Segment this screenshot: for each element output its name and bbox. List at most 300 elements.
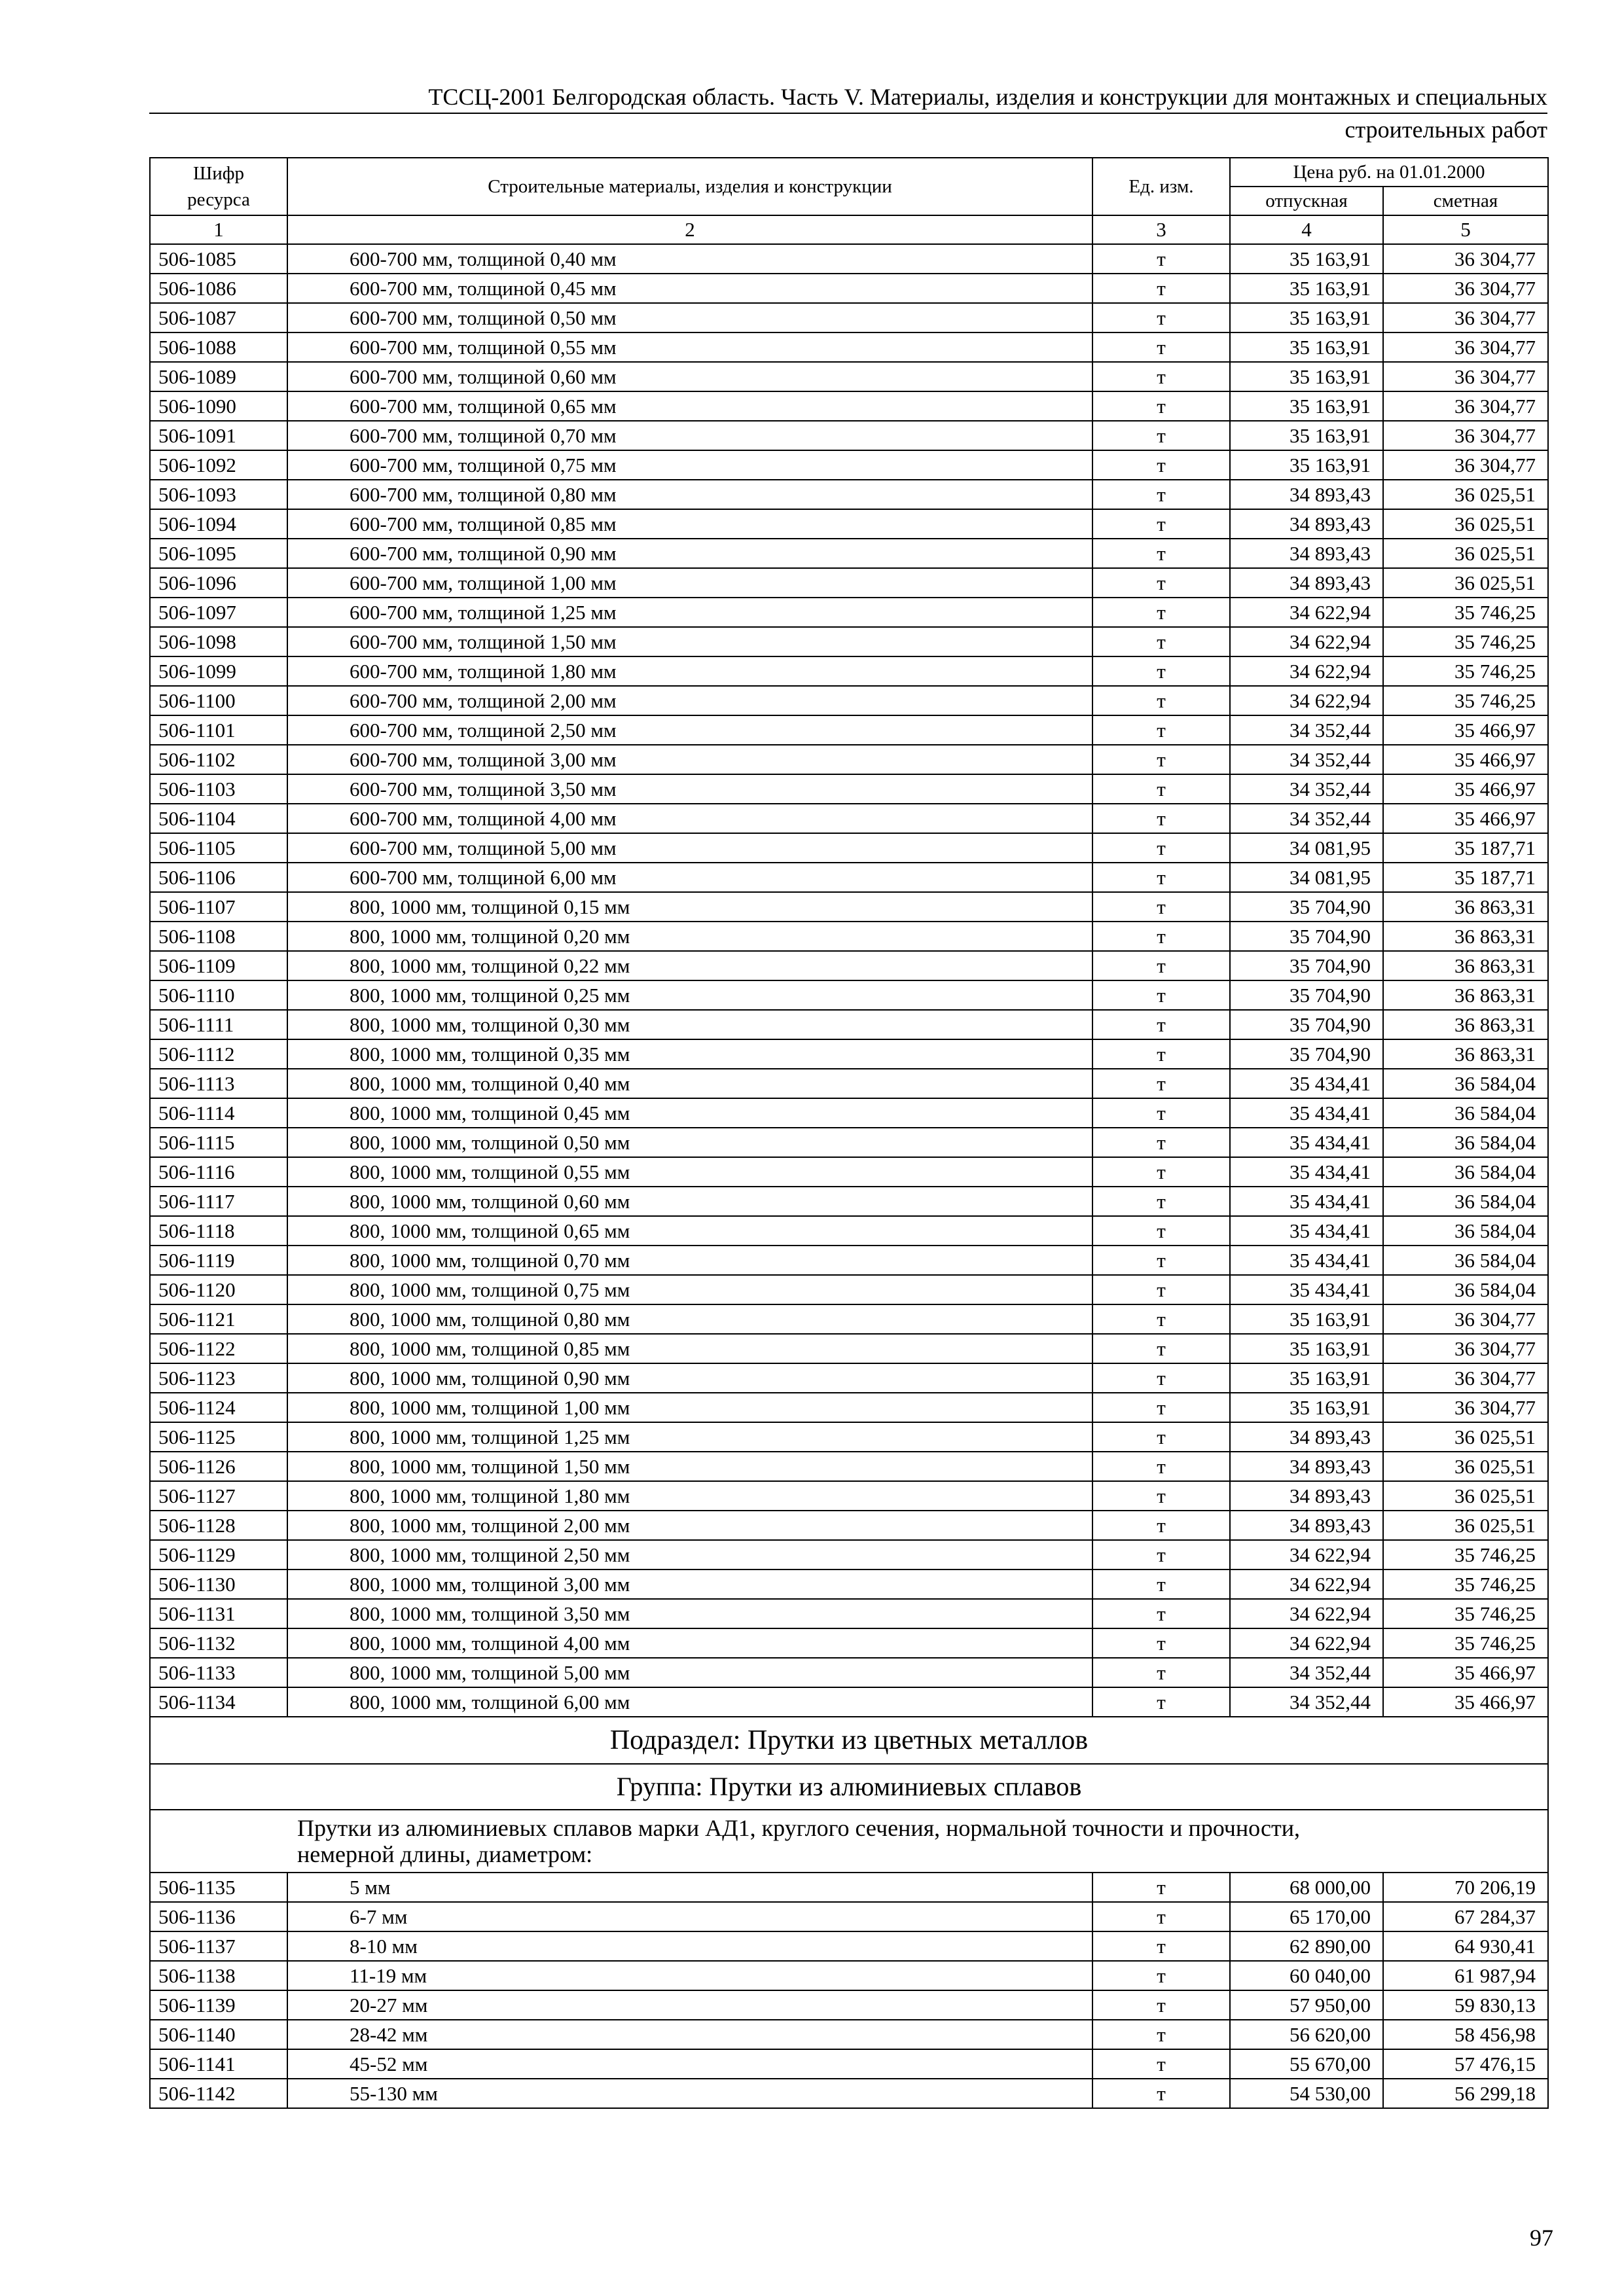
unit-cell: т xyxy=(1092,1570,1230,1599)
material-name: 600-700 мм, толщиной 0,75 мм xyxy=(287,450,1092,480)
table-row xyxy=(150,1216,1548,1246)
release-price: 34 622,94 xyxy=(1230,598,1383,627)
release-price: 35 434,41 xyxy=(1230,1246,1383,1275)
header-title: ТССЦ-2001 Белгородская область. Часть V. Материалы, изделия и конструкции для монтажных и специальных xyxy=(428,84,1547,110)
resource-code: 506-1128 xyxy=(150,1511,287,1540)
resource-code: 506-1106 xyxy=(150,863,287,892)
estimate-price: 36 304,77 xyxy=(1383,244,1548,274)
release-price: 35 434,41 xyxy=(1230,1069,1383,1098)
release-price: 62 890,00 xyxy=(1230,1931,1383,1961)
material-name: 55-130 мм xyxy=(287,2079,1092,2108)
estimate-price: 36 025,51 xyxy=(1383,1452,1548,1481)
unit-cell: т xyxy=(1092,274,1230,303)
unit-cell: т xyxy=(1092,1422,1230,1452)
header-name: Строительные материалы, изделия и конструкции xyxy=(287,158,1092,215)
table-row xyxy=(150,244,1548,274)
unit-cell: т xyxy=(1092,1873,1230,1902)
material-name: 800, 1000 мм, толщиной 0,85 мм xyxy=(287,1334,1092,1363)
unit-cell: т xyxy=(1092,627,1230,656)
material-name: 600-700 мм, толщиной 4,00 мм xyxy=(287,804,1092,833)
unit-cell: т xyxy=(1092,1187,1230,1216)
release-price: 35 163,91 xyxy=(1230,362,1383,391)
release-price: 35 163,91 xyxy=(1230,332,1383,362)
estimate-price: 61 987,94 xyxy=(1383,1961,1548,1990)
unit-cell: т xyxy=(1092,715,1230,745)
estimate-price: 36 863,31 xyxy=(1383,1039,1548,1069)
estimate-price: 36 584,04 xyxy=(1383,1246,1548,1275)
column-number-row xyxy=(150,215,1548,244)
estimate-price: 36 025,51 xyxy=(1383,1422,1548,1452)
release-price: 35 434,41 xyxy=(1230,1187,1383,1216)
table-row xyxy=(150,274,1548,303)
release-price: 35 704,90 xyxy=(1230,951,1383,980)
resource-code: 506-1118 xyxy=(150,1216,287,1246)
table-row xyxy=(150,922,1548,951)
estimate-price: 35 466,97 xyxy=(1383,1658,1548,1687)
unit-cell: т xyxy=(1092,480,1230,509)
estimate-price: 35 466,97 xyxy=(1383,804,1548,833)
table-row xyxy=(150,2020,1548,2049)
resource-code: 506-1131 xyxy=(150,1599,287,1628)
table-row xyxy=(150,1363,1548,1393)
unit-cell: т xyxy=(1092,1628,1230,1658)
resource-code: 506-1095 xyxy=(150,539,287,568)
material-name: 800, 1000 мм, толщиной 1,50 мм xyxy=(287,1452,1092,1481)
material-name: 800, 1000 мм, толщиной 0,70 мм xyxy=(287,1246,1092,1275)
material-name: 600-700 мм, толщиной 0,90 мм xyxy=(287,539,1092,568)
unit-cell: т xyxy=(1092,1246,1230,1275)
material-name: 800, 1000 мм, толщиной 0,35 мм xyxy=(287,1039,1092,1069)
table-row xyxy=(150,2049,1548,2079)
unit-cell: т xyxy=(1092,1599,1230,1628)
table-row xyxy=(150,332,1548,362)
release-price: 34 352,44 xyxy=(1230,774,1383,804)
release-price: 34 352,44 xyxy=(1230,1658,1383,1687)
estimate-price: 35 746,25 xyxy=(1383,1628,1548,1658)
unit-cell: т xyxy=(1092,1275,1230,1304)
unit-cell: т xyxy=(1092,1481,1230,1511)
release-price: 34 893,43 xyxy=(1230,539,1383,568)
material-name: 800, 1000 мм, толщиной 2,50 мм xyxy=(287,1540,1092,1570)
resource-code: 506-1090 xyxy=(150,391,287,421)
table-row xyxy=(150,1990,1548,2020)
table-row xyxy=(150,1187,1548,1216)
material-name: 600-700 мм, толщиной 0,50 мм xyxy=(287,303,1092,332)
resource-code: 506-1109 xyxy=(150,951,287,980)
material-name: 800, 1000 мм, толщиной 0,15 мм xyxy=(287,892,1092,922)
estimate-price: 64 930,41 xyxy=(1383,1931,1548,1961)
estimate-price: 36 584,04 xyxy=(1383,1275,1548,1304)
estimate-price: 36 584,04 xyxy=(1383,1216,1548,1246)
unit-cell: т xyxy=(1092,804,1230,833)
estimate-price: 36 025,51 xyxy=(1383,1511,1548,1540)
table-row xyxy=(150,362,1548,391)
material-name: 45-52 мм xyxy=(287,2049,1092,2079)
unit-cell: т xyxy=(1092,745,1230,774)
resource-code: 506-1140 xyxy=(150,2020,287,2049)
header-unit-label: Ед. изм. xyxy=(1128,176,1194,197)
resource-code: 506-1137 xyxy=(150,1931,287,1961)
unit-cell: т xyxy=(1092,450,1230,480)
unit-cell: т xyxy=(1092,1687,1230,1717)
subsection-row xyxy=(150,1717,1548,1764)
estimate-price: 36 025,51 xyxy=(1383,568,1548,598)
resource-code: 506-1135 xyxy=(150,1873,287,1902)
unit-cell: т xyxy=(1092,1931,1230,1961)
resource-code: 506-1097 xyxy=(150,598,287,627)
unit-cell: т xyxy=(1092,421,1230,450)
unit-cell: т xyxy=(1092,1098,1230,1128)
page-header xyxy=(149,82,1547,144)
resource-code: 506-1123 xyxy=(150,1363,287,1393)
release-price: 34 081,95 xyxy=(1230,833,1383,863)
resource-code: 506-1134 xyxy=(150,1687,287,1717)
group-description xyxy=(150,1810,1548,1873)
release-price: 34 622,94 xyxy=(1230,656,1383,686)
release-price: 34 352,44 xyxy=(1230,715,1383,745)
material-name: 600-700 мм, толщиной 3,50 мм xyxy=(287,774,1092,804)
resource-code: 506-1085 xyxy=(150,244,287,274)
table-row xyxy=(150,509,1548,539)
table-row xyxy=(150,1393,1548,1422)
unit-cell: т xyxy=(1092,980,1230,1010)
material-name: 28-42 мм xyxy=(287,2020,1092,2049)
table-row xyxy=(150,804,1548,833)
resource-code: 506-1129 xyxy=(150,1540,287,1570)
release-price: 35 163,91 xyxy=(1230,1393,1383,1422)
release-price: 35 434,41 xyxy=(1230,1275,1383,1304)
release-price: 34 081,95 xyxy=(1230,863,1383,892)
estimate-price: 36 304,77 xyxy=(1383,274,1548,303)
release-price: 65 170,00 xyxy=(1230,1902,1383,1931)
material-name: 800, 1000 мм, толщиной 0,22 мм xyxy=(287,951,1092,980)
release-price: 34 893,43 xyxy=(1230,1511,1383,1540)
release-price: 34 622,94 xyxy=(1230,627,1383,656)
resource-code: 506-1133 xyxy=(150,1658,287,1687)
table-row xyxy=(150,1873,1548,1902)
group-row xyxy=(150,1764,1548,1810)
rows-rods xyxy=(150,1873,1548,2108)
table-row xyxy=(150,1628,1548,1658)
estimate-price: 67 284,37 xyxy=(1383,1902,1548,1931)
release-price: 34 893,43 xyxy=(1230,1452,1383,1481)
table-row xyxy=(150,568,1548,598)
material-name: 800, 1000 мм, толщиной 0,75 мм xyxy=(287,1275,1092,1304)
table-row xyxy=(150,539,1548,568)
resource-code: 506-1138 xyxy=(150,1961,287,1990)
estimate-price: 36 304,77 xyxy=(1383,1393,1548,1422)
table-row xyxy=(150,1570,1548,1599)
estimate-price: 58 456,98 xyxy=(1383,2020,1548,2049)
release-price: 35 163,91 xyxy=(1230,450,1383,480)
subsection-title: Подраздел: Прутки из цветных металлов xyxy=(150,1717,1548,1764)
resource-code: 506-1094 xyxy=(150,509,287,539)
material-name: 800, 1000 мм, толщиной 0,40 мм xyxy=(287,1069,1092,1098)
table-row xyxy=(150,1599,1548,1628)
resource-code: 506-1124 xyxy=(150,1393,287,1422)
estimate-price: 35 466,97 xyxy=(1383,1687,1548,1717)
estimate-price: 36 304,77 xyxy=(1383,1363,1548,1393)
material-name: 600-700 мм, толщиной 2,00 мм xyxy=(287,686,1092,715)
resource-code: 506-1093 xyxy=(150,480,287,509)
table-row xyxy=(150,774,1548,804)
estimate-price: 36 863,31 xyxy=(1383,922,1548,951)
unit-cell: т xyxy=(1092,2079,1230,2108)
unit-cell: т xyxy=(1092,1540,1230,1570)
resource-code: 506-1122 xyxy=(150,1334,287,1363)
unit-cell: т xyxy=(1092,2049,1230,2079)
material-name: 600-700 мм, толщиной 0,85 мм xyxy=(287,509,1092,539)
unit-cell: т xyxy=(1092,951,1230,980)
table-row xyxy=(150,951,1548,980)
unit-cell: т xyxy=(1092,1216,1230,1246)
material-name: 600-700 мм, толщиной 1,25 мм xyxy=(287,598,1092,627)
estimate-price: 35 746,25 xyxy=(1383,1599,1548,1628)
estimate-price: 35 746,25 xyxy=(1383,656,1548,686)
estimate-price: 36 584,04 xyxy=(1383,1098,1548,1128)
table-row xyxy=(150,480,1548,509)
unit-cell: т xyxy=(1092,1304,1230,1334)
estimate-price: 35 466,97 xyxy=(1383,715,1548,745)
unit-cell: т xyxy=(1092,2020,1230,2049)
table-row xyxy=(150,1039,1548,1069)
release-price: 35 704,90 xyxy=(1230,980,1383,1010)
material-name: 600-700 мм, толщиной 6,00 мм xyxy=(287,863,1092,892)
resource-code: 506-1104 xyxy=(150,804,287,833)
material-name: 800, 1000 мм, толщиной 0,65 мм xyxy=(287,1216,1092,1246)
unit-cell: т xyxy=(1092,1010,1230,1039)
release-price: 34 622,94 xyxy=(1230,686,1383,715)
release-price: 54 530,00 xyxy=(1230,2079,1383,2108)
release-price: 34 352,44 xyxy=(1230,745,1383,774)
material-name: 20-27 мм xyxy=(287,1990,1092,2020)
release-price: 35 434,41 xyxy=(1230,1157,1383,1187)
header-price-release: отпускная xyxy=(1230,187,1383,215)
unit-cell: т xyxy=(1092,303,1230,332)
column-number: 3 xyxy=(1092,215,1230,244)
estimate-price: 56 299,18 xyxy=(1383,2079,1548,2108)
release-price: 35 434,41 xyxy=(1230,1216,1383,1246)
resource-code: 506-1130 xyxy=(150,1570,287,1599)
resource-code: 506-1117 xyxy=(150,1187,287,1216)
resource-code: 506-1111 xyxy=(150,1010,287,1039)
material-name: 800, 1000 мм, толщиной 0,20 мм xyxy=(287,922,1092,951)
estimate-price: 35 746,25 xyxy=(1383,1540,1548,1570)
material-name: 800, 1000 мм, толщиной 0,45 мм xyxy=(287,1098,1092,1128)
resource-code: 506-1127 xyxy=(150,1481,287,1511)
release-price: 34 893,43 xyxy=(1230,1422,1383,1452)
material-name: 800, 1000 мм, толщиной 2,00 мм xyxy=(287,1511,1092,1540)
resource-code: 506-1105 xyxy=(150,833,287,863)
estimate-price: 57 476,15 xyxy=(1383,2049,1548,2079)
table-row xyxy=(150,686,1548,715)
column-number: 1 xyxy=(150,215,287,244)
material-name: 600-700 мм, толщиной 0,60 мм xyxy=(287,362,1092,391)
unit-cell: т xyxy=(1092,1961,1230,1990)
estimate-price: 36 304,77 xyxy=(1383,362,1548,391)
material-name: 600-700 мм, толщиной 0,80 мм xyxy=(287,480,1092,509)
table-row xyxy=(150,1246,1548,1275)
table-row xyxy=(150,1511,1548,1540)
unit-cell: т xyxy=(1092,1128,1230,1157)
material-name: 800, 1000 мм, толщиной 0,55 мм xyxy=(287,1157,1092,1187)
table-row xyxy=(150,863,1548,892)
estimate-price: 36 304,77 xyxy=(1383,450,1548,480)
material-name: 800, 1000 мм, толщиной 5,00 мм xyxy=(287,1658,1092,1687)
estimate-price: 36 304,77 xyxy=(1383,303,1548,332)
unit-cell: т xyxy=(1092,362,1230,391)
material-name: 800, 1000 мм, толщиной 1,80 мм xyxy=(287,1481,1092,1511)
table-row xyxy=(150,1452,1548,1481)
unit-cell: т xyxy=(1092,332,1230,362)
table-row xyxy=(150,627,1548,656)
material-name: 800, 1000 мм, толщиной 0,50 мм xyxy=(287,1128,1092,1157)
unit-cell: т xyxy=(1092,539,1230,568)
material-name: 11-19 мм xyxy=(287,1961,1092,1990)
table-row xyxy=(150,1157,1548,1187)
release-price: 35 434,41 xyxy=(1230,1128,1383,1157)
table-row xyxy=(150,1540,1548,1570)
table-row xyxy=(150,1931,1548,1961)
estimate-price: 35 466,97 xyxy=(1383,745,1548,774)
release-price: 35 434,41 xyxy=(1230,1098,1383,1128)
unit-cell: т xyxy=(1092,1511,1230,1540)
table-header-row xyxy=(150,158,1548,187)
release-price: 34 893,43 xyxy=(1230,480,1383,509)
release-price: 35 163,91 xyxy=(1230,303,1383,332)
resource-code: 506-1107 xyxy=(150,892,287,922)
header-code-label: Шифр ресурса xyxy=(187,163,250,210)
estimate-price: 36 025,51 xyxy=(1383,509,1548,539)
release-price: 34 622,94 xyxy=(1230,1599,1383,1628)
estimate-price: 35 187,71 xyxy=(1383,863,1548,892)
material-name: 800, 1000 мм, толщиной 0,30 мм xyxy=(287,1010,1092,1039)
estimate-price: 59 830,13 xyxy=(1383,1990,1548,2020)
release-price: 34 893,43 xyxy=(1230,568,1383,598)
resource-code: 506-1087 xyxy=(150,303,287,332)
unit-cell: т xyxy=(1092,1452,1230,1481)
material-name: 6-7 мм xyxy=(287,1902,1092,1931)
header-price-group: Цена руб. на 01.01.2000 xyxy=(1230,158,1548,187)
column-number: 5 xyxy=(1383,215,1548,244)
release-price: 34 893,43 xyxy=(1230,509,1383,539)
unit-cell: т xyxy=(1092,598,1230,627)
resource-code: 506-1136 xyxy=(150,1902,287,1931)
estimate-price: 36 584,04 xyxy=(1383,1128,1548,1157)
material-name: 800, 1000 мм, толщиной 3,50 мм xyxy=(287,1599,1092,1628)
header-unit xyxy=(1092,158,1230,215)
material-name: 600-700 мм, толщиной 0,65 мм xyxy=(287,391,1092,421)
unit-cell: т xyxy=(1092,1363,1230,1393)
unit-cell: т xyxy=(1092,833,1230,863)
material-name: 600-700 мм, толщиной 3,00 мм xyxy=(287,745,1092,774)
unit-cell: т xyxy=(1092,686,1230,715)
material-name: 600-700 мм, толщиной 1,50 мм xyxy=(287,627,1092,656)
material-name: 800, 1000 мм, толщиной 0,25 мм xyxy=(287,980,1092,1010)
estimate-price: 36 025,51 xyxy=(1383,480,1548,509)
material-name: 600-700 мм, толщиной 0,55 мм xyxy=(287,332,1092,362)
table-row xyxy=(150,980,1548,1010)
material-name: 600-700 мм, толщиной 2,50 мм xyxy=(287,715,1092,745)
estimate-price: 35 746,25 xyxy=(1383,686,1548,715)
estimate-price: 36 304,77 xyxy=(1383,391,1548,421)
unit-cell: т xyxy=(1092,892,1230,922)
unit-cell: т xyxy=(1092,863,1230,892)
table-row xyxy=(150,833,1548,863)
resource-code: 506-1113 xyxy=(150,1069,287,1098)
material-name: 600-700 мм, толщиной 1,80 мм xyxy=(287,656,1092,686)
unit-cell: т xyxy=(1092,1990,1230,2020)
material-name: 800, 1000 мм, толщиной 0,80 мм xyxy=(287,1304,1092,1334)
estimate-price: 36 304,77 xyxy=(1383,332,1548,362)
release-price: 35 163,91 xyxy=(1230,1334,1383,1363)
table-row xyxy=(150,715,1548,745)
estimate-price: 36 304,77 xyxy=(1383,1334,1548,1363)
release-price: 35 163,91 xyxy=(1230,1304,1383,1334)
unit-cell: т xyxy=(1092,1658,1230,1687)
release-price: 55 670,00 xyxy=(1230,2049,1383,2079)
group-description-row xyxy=(150,1810,1548,1873)
resource-code: 506-1115 xyxy=(150,1128,287,1157)
release-price: 56 620,00 xyxy=(1230,2020,1383,2049)
table-row xyxy=(150,1069,1548,1098)
unit-cell: т xyxy=(1092,391,1230,421)
table-row xyxy=(150,598,1548,627)
table-row xyxy=(150,1128,1548,1157)
table-row xyxy=(150,1275,1548,1304)
estimate-price: 35 187,71 xyxy=(1383,833,1548,863)
estimate-price: 36 584,04 xyxy=(1383,1187,1548,1216)
unit-cell: т xyxy=(1092,1393,1230,1422)
group-title: Группа: Прутки из алюминиевых сплавов xyxy=(150,1764,1548,1810)
unit-cell: т xyxy=(1092,1039,1230,1069)
material-name: 600-700 мм, толщиной 0,45 мм xyxy=(287,274,1092,303)
table-row xyxy=(150,303,1548,332)
release-price: 35 163,91 xyxy=(1230,391,1383,421)
resource-code: 506-1119 xyxy=(150,1246,287,1275)
resource-code: 506-1121 xyxy=(150,1304,287,1334)
unit-cell: т xyxy=(1092,922,1230,951)
rows-sheet xyxy=(150,244,1548,1717)
resource-code: 506-1120 xyxy=(150,1275,287,1304)
release-price: 34 622,94 xyxy=(1230,1628,1383,1658)
table-row xyxy=(150,2079,1548,2108)
table-row xyxy=(150,1687,1548,1717)
estimate-price: 70 206,19 xyxy=(1383,1873,1548,1902)
release-price: 60 040,00 xyxy=(1230,1961,1383,1990)
resource-code: 506-1139 xyxy=(150,1990,287,2020)
resource-code: 506-1141 xyxy=(150,2049,287,2079)
table-row xyxy=(150,391,1548,421)
resource-code: 506-1110 xyxy=(150,980,287,1010)
material-name: 800, 1000 мм, толщиной 3,00 мм xyxy=(287,1570,1092,1599)
resource-code: 506-1142 xyxy=(150,2079,287,2108)
resource-code: 506-1092 xyxy=(150,450,287,480)
resource-code: 506-1089 xyxy=(150,362,287,391)
material-name: 800, 1000 мм, толщиной 1,00 мм xyxy=(287,1393,1092,1422)
table-row xyxy=(150,1098,1548,1128)
unit-cell: т xyxy=(1092,774,1230,804)
price-table xyxy=(149,157,1549,2109)
estimate-price: 35 746,25 xyxy=(1383,598,1548,627)
material-name: 800, 1000 мм, толщиной 0,90 мм xyxy=(287,1363,1092,1393)
table-row xyxy=(150,745,1548,774)
table-row xyxy=(150,1010,1548,1039)
estimate-price: 36 025,51 xyxy=(1383,1481,1548,1511)
unit-cell: т xyxy=(1092,1157,1230,1187)
material-name: 800, 1000 мм, толщиной 6,00 мм xyxy=(287,1687,1092,1717)
material-name: 600-700 мм, толщиной 5,00 мм xyxy=(287,833,1092,863)
